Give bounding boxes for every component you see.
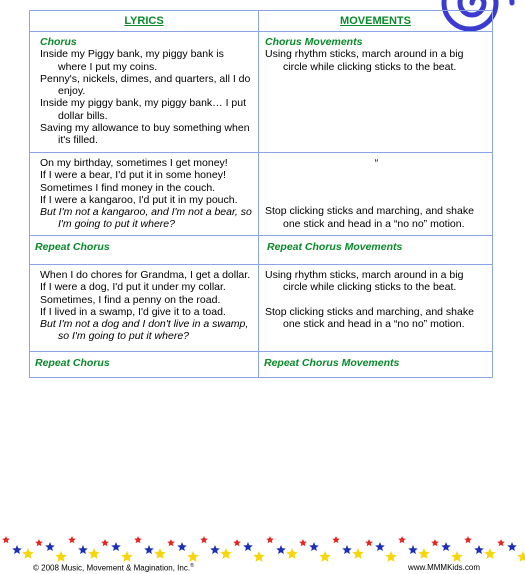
star-border — [0, 530, 525, 566]
star-icon — [365, 539, 373, 546]
star-icon — [398, 536, 406, 543]
lyrics-movements-table — [29, 10, 493, 378]
star-icon — [385, 551, 396, 562]
movements-header: MOVEMENTS — [259, 11, 493, 32]
star-icon — [144, 545, 154, 554]
registered-mark: ® — [190, 563, 194, 569]
lyrics-header: LYRICS — [30, 11, 259, 32]
star-icon — [101, 539, 109, 546]
table-row — [30, 352, 493, 378]
movement-line: Using rhythm sticks, march around in a big circle while clicking sticks to the beat. — [265, 48, 464, 73]
star-icon — [253, 551, 264, 562]
star-icon — [233, 539, 241, 546]
movement-line: Stop clicking sticks and marching, and shake one stick and head in a “no no” motion. — [265, 305, 474, 330]
repeat-chorus-label: Repeat Chorus — [35, 241, 110, 253]
ditto-mark: “ — [374, 157, 379, 169]
star-icon — [484, 548, 495, 559]
star-icon — [352, 548, 363, 559]
lyric-line: On my birthday, sometimes I get money! — [40, 157, 228, 169]
table-row — [30, 265, 493, 352]
lyric-line: If I were a dog, I'd put it under my collar. — [40, 281, 226, 294]
star-icon — [12, 545, 22, 554]
star-icon — [45, 542, 55, 551]
star-icon — [286, 548, 297, 559]
website-text: www.MMMKids.com — [407, 563, 480, 572]
lyric-line-italic: But I'm not a dog and I don't live in a swamp, so I'm going to put it where? — [40, 318, 249, 343]
star-icon — [474, 545, 484, 554]
star-icon — [22, 548, 33, 559]
star-icon — [441, 542, 451, 551]
star-icon — [200, 536, 208, 543]
star-icon — [167, 539, 175, 546]
repeat-chorus-movements-label: Repeat Chorus Movements — [264, 357, 400, 369]
table-row — [30, 32, 493, 153]
star-icon — [187, 551, 198, 562]
star-icon — [497, 539, 505, 546]
star-icon — [35, 539, 43, 546]
star-icon — [517, 551, 525, 562]
lyric-line: If I lived in a swamp, I'd give it to a toad. — [40, 305, 226, 318]
star-icon — [266, 536, 274, 543]
movement-line: Using rhythm sticks, march around in a big circle while clicking sticks to the beat. — [265, 269, 464, 294]
star-icon — [243, 542, 253, 551]
lyric-line: Sometimes I find money in the couch. — [40, 181, 216, 194]
star-icon — [121, 551, 132, 562]
star-icon — [154, 548, 165, 559]
star-icon — [342, 545, 352, 554]
star-icon — [408, 545, 418, 554]
lyric-line-italic: But I'm not a kangaroo, and I'm not a bear, so I'm going to put it where? — [40, 206, 252, 231]
lyric-line: Sometimes, I find a penny on the road. — [40, 293, 221, 306]
chorus-title: Chorus — [40, 36, 77, 48]
star-icon — [2, 536, 10, 543]
star-icon — [319, 551, 330, 562]
repeat-chorus-label: Repeat Chorus — [35, 357, 110, 369]
chorus-movements-title: Chorus Movements — [265, 36, 363, 48]
movement-line: Stop clicking sticks and marching, and shake one stick and head in a “no no” motion. — [265, 205, 474, 230]
star-icon — [375, 542, 385, 551]
star-icon — [220, 548, 231, 559]
lyric-line: Inside my piggy bank, my piggy bank… I put dollar bills. — [40, 97, 247, 122]
star-icon — [88, 548, 99, 559]
star-icon — [418, 548, 429, 559]
star-icon — [431, 539, 439, 546]
star-icon — [111, 542, 121, 551]
lyric-line: Inside my Piggy bank, my piggy bank is where I put my coins. — [40, 48, 224, 73]
star-icon — [276, 545, 286, 554]
table-row — [30, 153, 493, 236]
star-icon — [507, 542, 517, 551]
star-icon — [177, 542, 187, 551]
lyric-line: If I were a bear, I'd put it in some honey! — [40, 169, 226, 182]
star-icon — [78, 545, 88, 554]
repeat-chorus-movements-label: Repeat Chorus Movements — [267, 241, 403, 253]
table-row — [30, 236, 493, 265]
star-icon — [309, 542, 319, 551]
copyright-text: © 2008 Music, Movement & Magination, Inc.® — [33, 563, 194, 573]
star-icon — [299, 539, 307, 546]
lyric-line: Penny's, nickels, dimes, and quarters, all I do enjoy. — [40, 72, 251, 98]
star-icon — [68, 536, 76, 543]
star-icon — [55, 551, 66, 562]
lyric-line: When I do chores for Grandma, I get a dollar. — [40, 269, 251, 281]
lyric-line: Saving my allowance to buy something when it's filled. — [40, 122, 250, 147]
star-icon — [451, 551, 462, 562]
star-icon — [464, 536, 472, 543]
lyric-line: If I were a kangaroo, I'd put it in my pouch. — [40, 193, 238, 206]
star-icon — [134, 536, 142, 543]
star-icon — [210, 545, 220, 554]
star-icon — [332, 536, 340, 543]
